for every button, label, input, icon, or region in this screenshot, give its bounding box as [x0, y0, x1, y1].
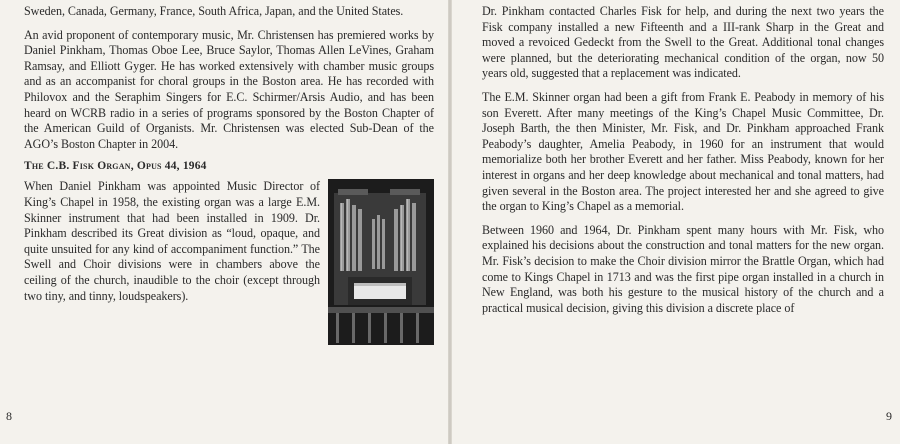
page-number-right: 9: [886, 409, 892, 423]
left-page: [0, 0, 448, 444]
organ-photo: [328, 179, 434, 345]
paragraph-fisk-help: Dr. Pinkham contacted Charles Fisk for help, and during the next two years the Fisk company installed a new Fifteenth and a III-rank Sharp in the Great and moved a revoiced Gedeckt from the Swell to the Great. Additional tonal changes were planned, but the deteriorating mechanical condition of the organ, now 50 years old, suggested that a replacement was indicated.: [482, 4, 884, 81]
right-page: [452, 0, 900, 444]
paragraph-construction: Between 1960 and 1964, Dr. Pinkham spent many hours with Mr. Fisk, who explained his decisions about the construction and tonal matters for the new organ. Mr. Fisk’s decision to make the Choir division mirror the Brattle Organ, which had come to Kings Chapel in 1713 and was the first pipe organ installed in a church in New England, was both his gesture to the musical history of the church and a practical musical decision, giving this division a discrete place of: [482, 222, 884, 315]
paragraph-peabody-gift: The E.M. Skinner organ had been a gift from Frank E. Peabody in memory of his son Everett. After many meetings of the King’s Chapel Music Committee, Dr. Joseph Barth, the then Minister, Mr. Fisk, and Dr. Pinkham approached Frank Peabody’s daughter, Amelia Peabody, in 1960 for an instrument that would memorialize both her brother Everett and her father. Miss Peabody, known for her interest in organs and her deep knowledge about mechanical and tonal matters, had given several in the Boston area. The project interested her and she agreed to give the organ to King’s Chapel as a memorial.: [482, 89, 884, 214]
paragraph-skinner-organ: When Daniel Pinkham was appointed Music Director of King’s Chapel in 1958, the existing organ was a large E.M. Skinner instrument that had been installed in 1909. Dr. Pinkham described its Great division as “loud, opaque, and quite unsuited for any kind of accompaniment function.” The Swell and Choir divisions were in chambers above the ceiling of the church, inaudible to the choir (except through two tiny, and tinny, loudspeakers).: [24, 179, 320, 303]
page-number-left: 8: [6, 409, 12, 423]
organ-pipes-illustration: [328, 179, 434, 345]
paragraph-christensen-bio: An avid proponent of contemporary music, Mr. Christensen has premiered works by Daniel Pinkham, Thomas Oboe Lee, Bruce Saylor, Thomas Allen LeVines, Graham Ramsay, and Elliott Gyger. He has worked extensively with chamber music groups and as an accompanist for choral groups in the Boston area. He has recorded with Philovox and the Seraphim Singers for E.C. Schirmer/Arsis Audio, and has been heard on WCRB radio in a series of programs sponsored by the Boston Chapter of the American Guild of Organists. Mr. Christensen was elected Sub-Dean of the AGO’s Boston Chapter in 2004.: [24, 27, 434, 151]
section-heading: The C.B. Fisk Organ, Opus 44, 1964: [24, 160, 207, 173]
paragraph-countries: Sweden, Canada, Germany, France, South Africa, Japan, and the United States.: [24, 4, 404, 18]
